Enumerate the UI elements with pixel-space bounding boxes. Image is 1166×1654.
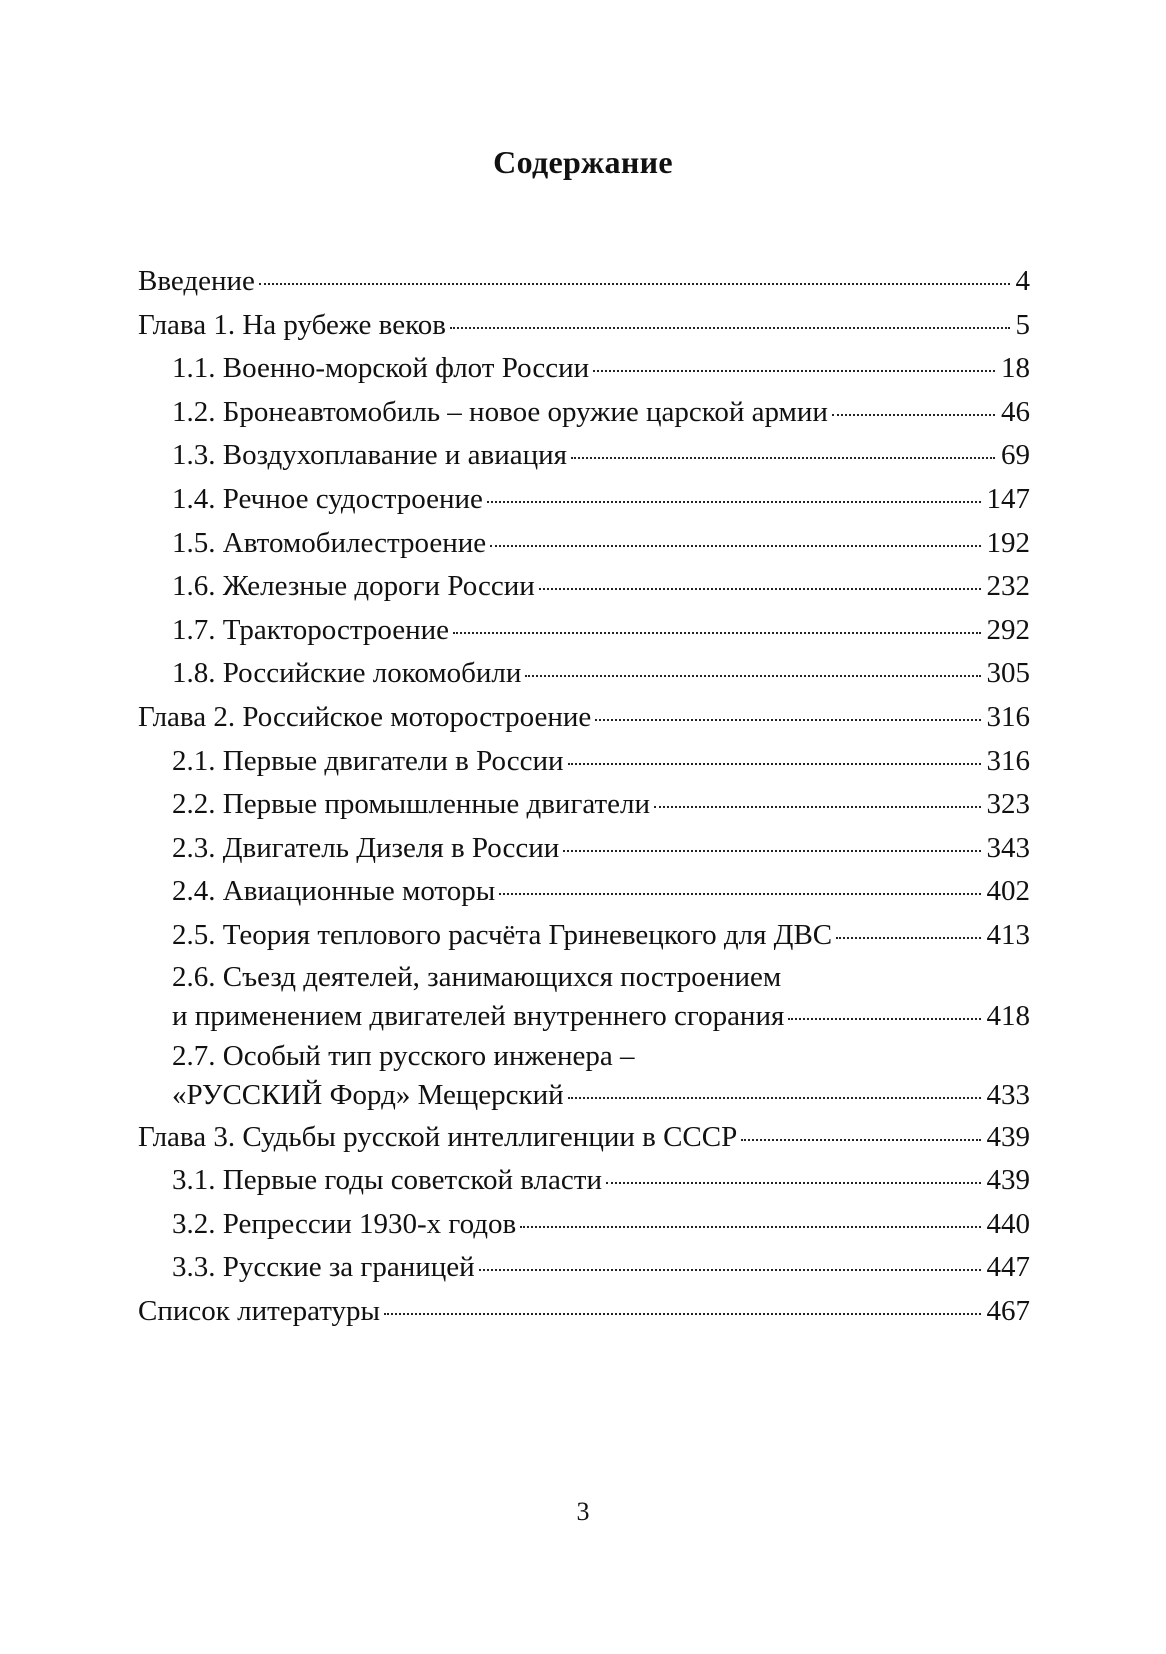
toc-entry-section-2-3 [138,827,1030,871]
toc-entry-chapter-3 [138,1116,1030,1160]
toc-entry-last-line [172,997,1030,1037]
toc-dot-leader [487,501,981,503]
toc-entry-page: 69 [1001,439,1030,472]
toc-dot-leader [499,893,980,895]
toc-dot-leader [520,1226,980,1228]
toc-entry-label: 3.1. Первые годы советской власти [172,1164,602,1197]
toc-entry-label-line1: 2.6. Съезд деятелей, занимающихся построением [172,960,782,993]
toc-entry-page: 18 [1001,352,1030,385]
toc-dot-leader [384,1313,980,1315]
toc-entry-label-line2: «РУССКИЙ Форд» Мещерский [172,1079,564,1111]
toc-entry-label: 2.3. Двигатель Дизеля в России [172,831,560,864]
toc-dot-leader [568,763,981,765]
toc-entry-section-1-1 [138,347,1030,391]
toc-entry-introduction [138,260,1030,304]
toc-dot-leader [259,283,1010,285]
toc-entry-page: 5 [1015,308,1030,341]
toc-entry-page: 418 [986,1000,1030,1032]
toc-dot-leader [788,1018,980,1020]
toc-entry-section-2-6 [138,958,1030,1037]
toc-entry-section-1-7 [138,609,1030,653]
toc-entry-page: 447 [986,1251,1030,1284]
toc-entry-label: 2.4. Авиационные моторы [172,875,496,908]
toc-entry-section-3-2 [138,1203,1030,1247]
toc-entry-page: 292 [986,613,1030,646]
toc-entry-section-1-2 [138,391,1030,435]
toc-entry-page: 147 [986,482,1030,515]
toc-entry-label: 3.2. Репрессии 1930-х годов [172,1207,517,1240]
toc-entry-section-1-8 [138,652,1030,696]
toc-entry-section-3-3 [138,1246,1030,1290]
toc-dot-leader [479,1269,981,1271]
toc-entry-label: 1.4. Речное судостроение [172,482,483,515]
toc-dot-leader [490,545,980,547]
toc-dot-leader [453,632,981,634]
page-number: 3 [576,1497,590,1526]
toc-entry-label: Глава 2. Российское моторостроение [138,700,592,733]
toc-entry-page: 402 [986,875,1030,908]
toc-dot-leader [539,588,981,590]
toc-entry-section-2-2 [138,783,1030,827]
toc-entry-bibliography [138,1290,1030,1334]
toc-entry-label: 1.5. Автомобилестроение [172,526,487,559]
toc-entry-label: 1.8. Российские локомобили [172,657,522,690]
toc-entry-label: 2.1. Первые двигатели в России [172,744,564,777]
toc-entry-page: 4 [1015,265,1030,297]
toc-entry-label: Введение [138,265,255,297]
toc-entry-page: 343 [986,831,1030,864]
toc-entry-page: 316 [986,700,1030,733]
toc-entry-label: 2.2. Первые промышленные двигатели [172,788,651,821]
toc-entry-label-line1: 2.7. Особый тип русского инженера – [172,1039,635,1072]
toc-dot-leader [654,806,980,808]
toc-dot-leader [836,937,980,939]
toc-entry-section-3-1 [138,1159,1030,1203]
toc-entry-page: 46 [1001,395,1030,428]
toc-entry-page: 433 [986,1079,1030,1111]
toc-dot-leader [450,327,1010,329]
toc-entry-label: 1.7. Тракторостроение [172,613,449,646]
toc-dot-leader [606,1182,981,1184]
toc-dot-leader [741,1139,980,1141]
toc-dot-leader [593,370,995,372]
toc-entry-page: 439 [986,1120,1030,1153]
toc-dot-leader [563,850,980,852]
toc-entry-label-line2: и применением двигателей внутреннего сгорания [172,1000,785,1032]
toc-entry-label: 1.1. Военно-морской флот России [172,352,590,385]
toc-entry-page: 413 [986,918,1030,951]
toc-entry-page: 439 [986,1164,1030,1197]
toc-entry-page: 440 [986,1207,1030,1240]
toc-entry-label: 2.5. Теория теплового расчёта Гриневецкого для ДВС [172,918,833,951]
toc-entry-section-1-6 [138,565,1030,609]
toc-entry-page: 316 [986,744,1030,777]
toc-dot-leader [525,675,980,677]
toc-entry-chapter-2 [138,696,1030,740]
toc-entry-label: 1.6. Железные дороги России [172,570,535,603]
toc-entry-label: 1.3. Воздухоплавание и авиация [172,439,567,472]
toc-entry-chapter-1 [138,304,1030,348]
toc-entry-section-1-4 [138,478,1030,522]
toc-entry-section-1-3 [138,434,1030,478]
toc-entry-label: Список литературы [138,1294,381,1327]
toc-entry-page: 467 [986,1294,1030,1327]
toc-entry-section-2-7 [138,1037,1030,1116]
toc-entry-label: 1.2. Бронеавтомобиль – новое оружие царской армии [172,395,828,428]
toc-entry-label: Глава 3. Судьбы русской интеллигенции в СССР [138,1120,738,1153]
toc-entry-last-line [172,1076,1030,1116]
toc-entry-page: 305 [986,657,1030,690]
toc-entry-page: 192 [986,526,1030,559]
toc-entry-label: Глава 1. На рубеже веков [138,308,446,341]
toc-entry-section-2-5 [138,914,1030,958]
toc-entry-section-2-4 [138,870,1030,914]
toc-entry-page: 232 [986,570,1030,603]
toc-dot-leader [595,719,980,721]
page-title: Содержание [493,144,673,180]
toc-dot-leader [832,414,995,416]
toc-entry-page: 323 [986,788,1030,821]
toc-entry-section-1-5 [138,522,1030,566]
toc-entry-label: 3.3. Русские за границей [172,1251,475,1284]
table-of-contents [138,260,1030,1333]
toc-dot-leader [571,457,995,459]
toc-entry-section-2-1 [138,740,1030,784]
toc-dot-leader [568,1097,981,1099]
